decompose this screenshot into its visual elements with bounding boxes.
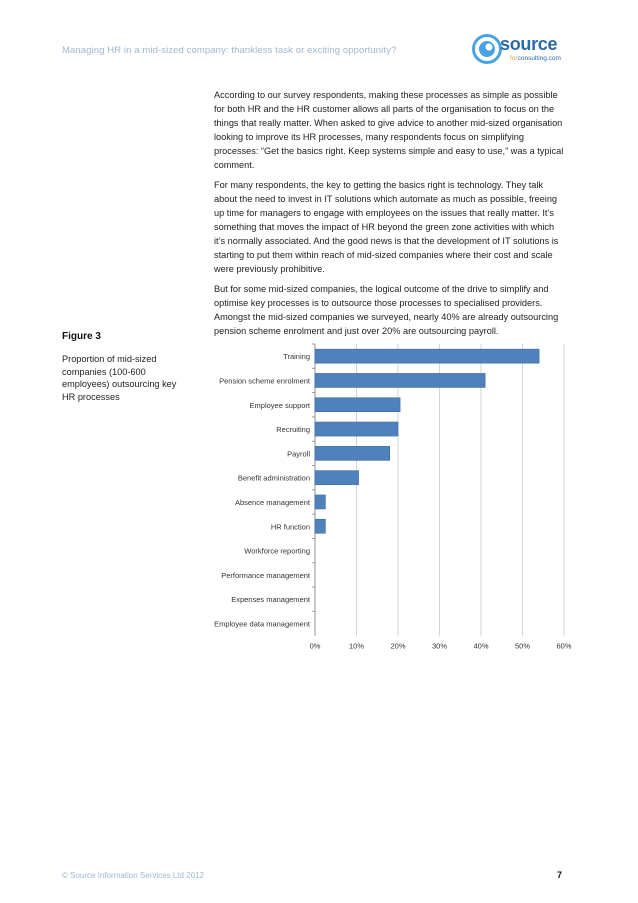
source-logo (470, 28, 570, 68)
category-label: Absence management (234, 497, 310, 507)
category-label: Expenses management (231, 595, 310, 605)
category-label: Recruiting (276, 425, 310, 435)
figure-caption: Proportion of mid-sized companies (100-600 employees) outsourcing key HR processes (62, 354, 177, 402)
bar (315, 349, 539, 363)
body-text (214, 88, 566, 344)
x-tick-label: 60% (556, 641, 572, 651)
bar (315, 495, 325, 509)
logo-subtext (510, 55, 561, 62)
category-label: Payroll (287, 449, 310, 459)
bar (315, 519, 325, 533)
source-logo-icon (470, 32, 504, 66)
outsourcing-bar-chart (200, 340, 580, 655)
x-tick-label: 40% (473, 641, 489, 651)
x-tick-label: 30% (431, 641, 448, 651)
category-label: Training (283, 352, 310, 362)
footer-copyright: © Source Information Services Ltd 2012 (62, 871, 204, 880)
x-tick-label: 50% (514, 641, 531, 651)
category-label: Pension scheme enrolment (219, 376, 310, 386)
body-paragraph: But for some mid-sized companies, the logical outcome of the drive to simplify and optimise key processes is to outsource those processes to specialised providers. Amongst the mid-sized companies we surveyed, nearly 40% are already outsourcing pension scheme enrolment and just over 20% are outsourcing payroll. (214, 284, 559, 336)
page-number: 7 (557, 870, 563, 880)
logo-subtext-prefix: for (510, 55, 518, 62)
category-label: Workforce reporting (244, 546, 310, 556)
bar (315, 471, 359, 485)
category-label: Performance management (221, 570, 310, 580)
category-label: Employee data management (214, 619, 310, 629)
x-tick-label: 20% (390, 641, 406, 651)
x-tick-label: 0% (309, 641, 321, 651)
body-paragraph: According to our survey respondents, making these processes as simple as possible for both HR and the HR customer allows all parts of the organisation to focus on the things that really matter. When asked to give advice to another mid-sized organisation looking to improve its HR processes, many respondents focus on simplifying processes: “Get the basics right. Keep systems simple and easy to use,” was a typical comment. (214, 90, 564, 170)
figure-heading: Figure 3 (62, 331, 101, 342)
x-tick-label: 10% (348, 641, 365, 651)
bar (315, 373, 485, 387)
logo-wordmark: source (500, 34, 558, 54)
logo-subtext-suffix: consulting.com (517, 55, 561, 62)
category-label: HR function (270, 522, 310, 532)
body-paragraph: For many respondents, the key to getting the basics right is technology. They talk about the need to invest in IT solutions which automate as much as possible, freeing up time for managers to engage with employees on the issues that really matter. It’s something that moves the impact of HR beyond the green zone activities with which it’s normally associated. And the good news is that the development of IT solutions is starting to put them within reach of mid-sized companies where their cost and scale were previously prohibitive. (214, 180, 559, 274)
bar (315, 422, 398, 436)
bar (315, 446, 390, 460)
category-label: Benefit administration (237, 473, 310, 483)
category-label: Employee support (249, 400, 310, 410)
document-header-title: Managing HR in a mid-sized company: thankless task or exciting opportunity? (62, 45, 397, 56)
bar (315, 398, 400, 412)
